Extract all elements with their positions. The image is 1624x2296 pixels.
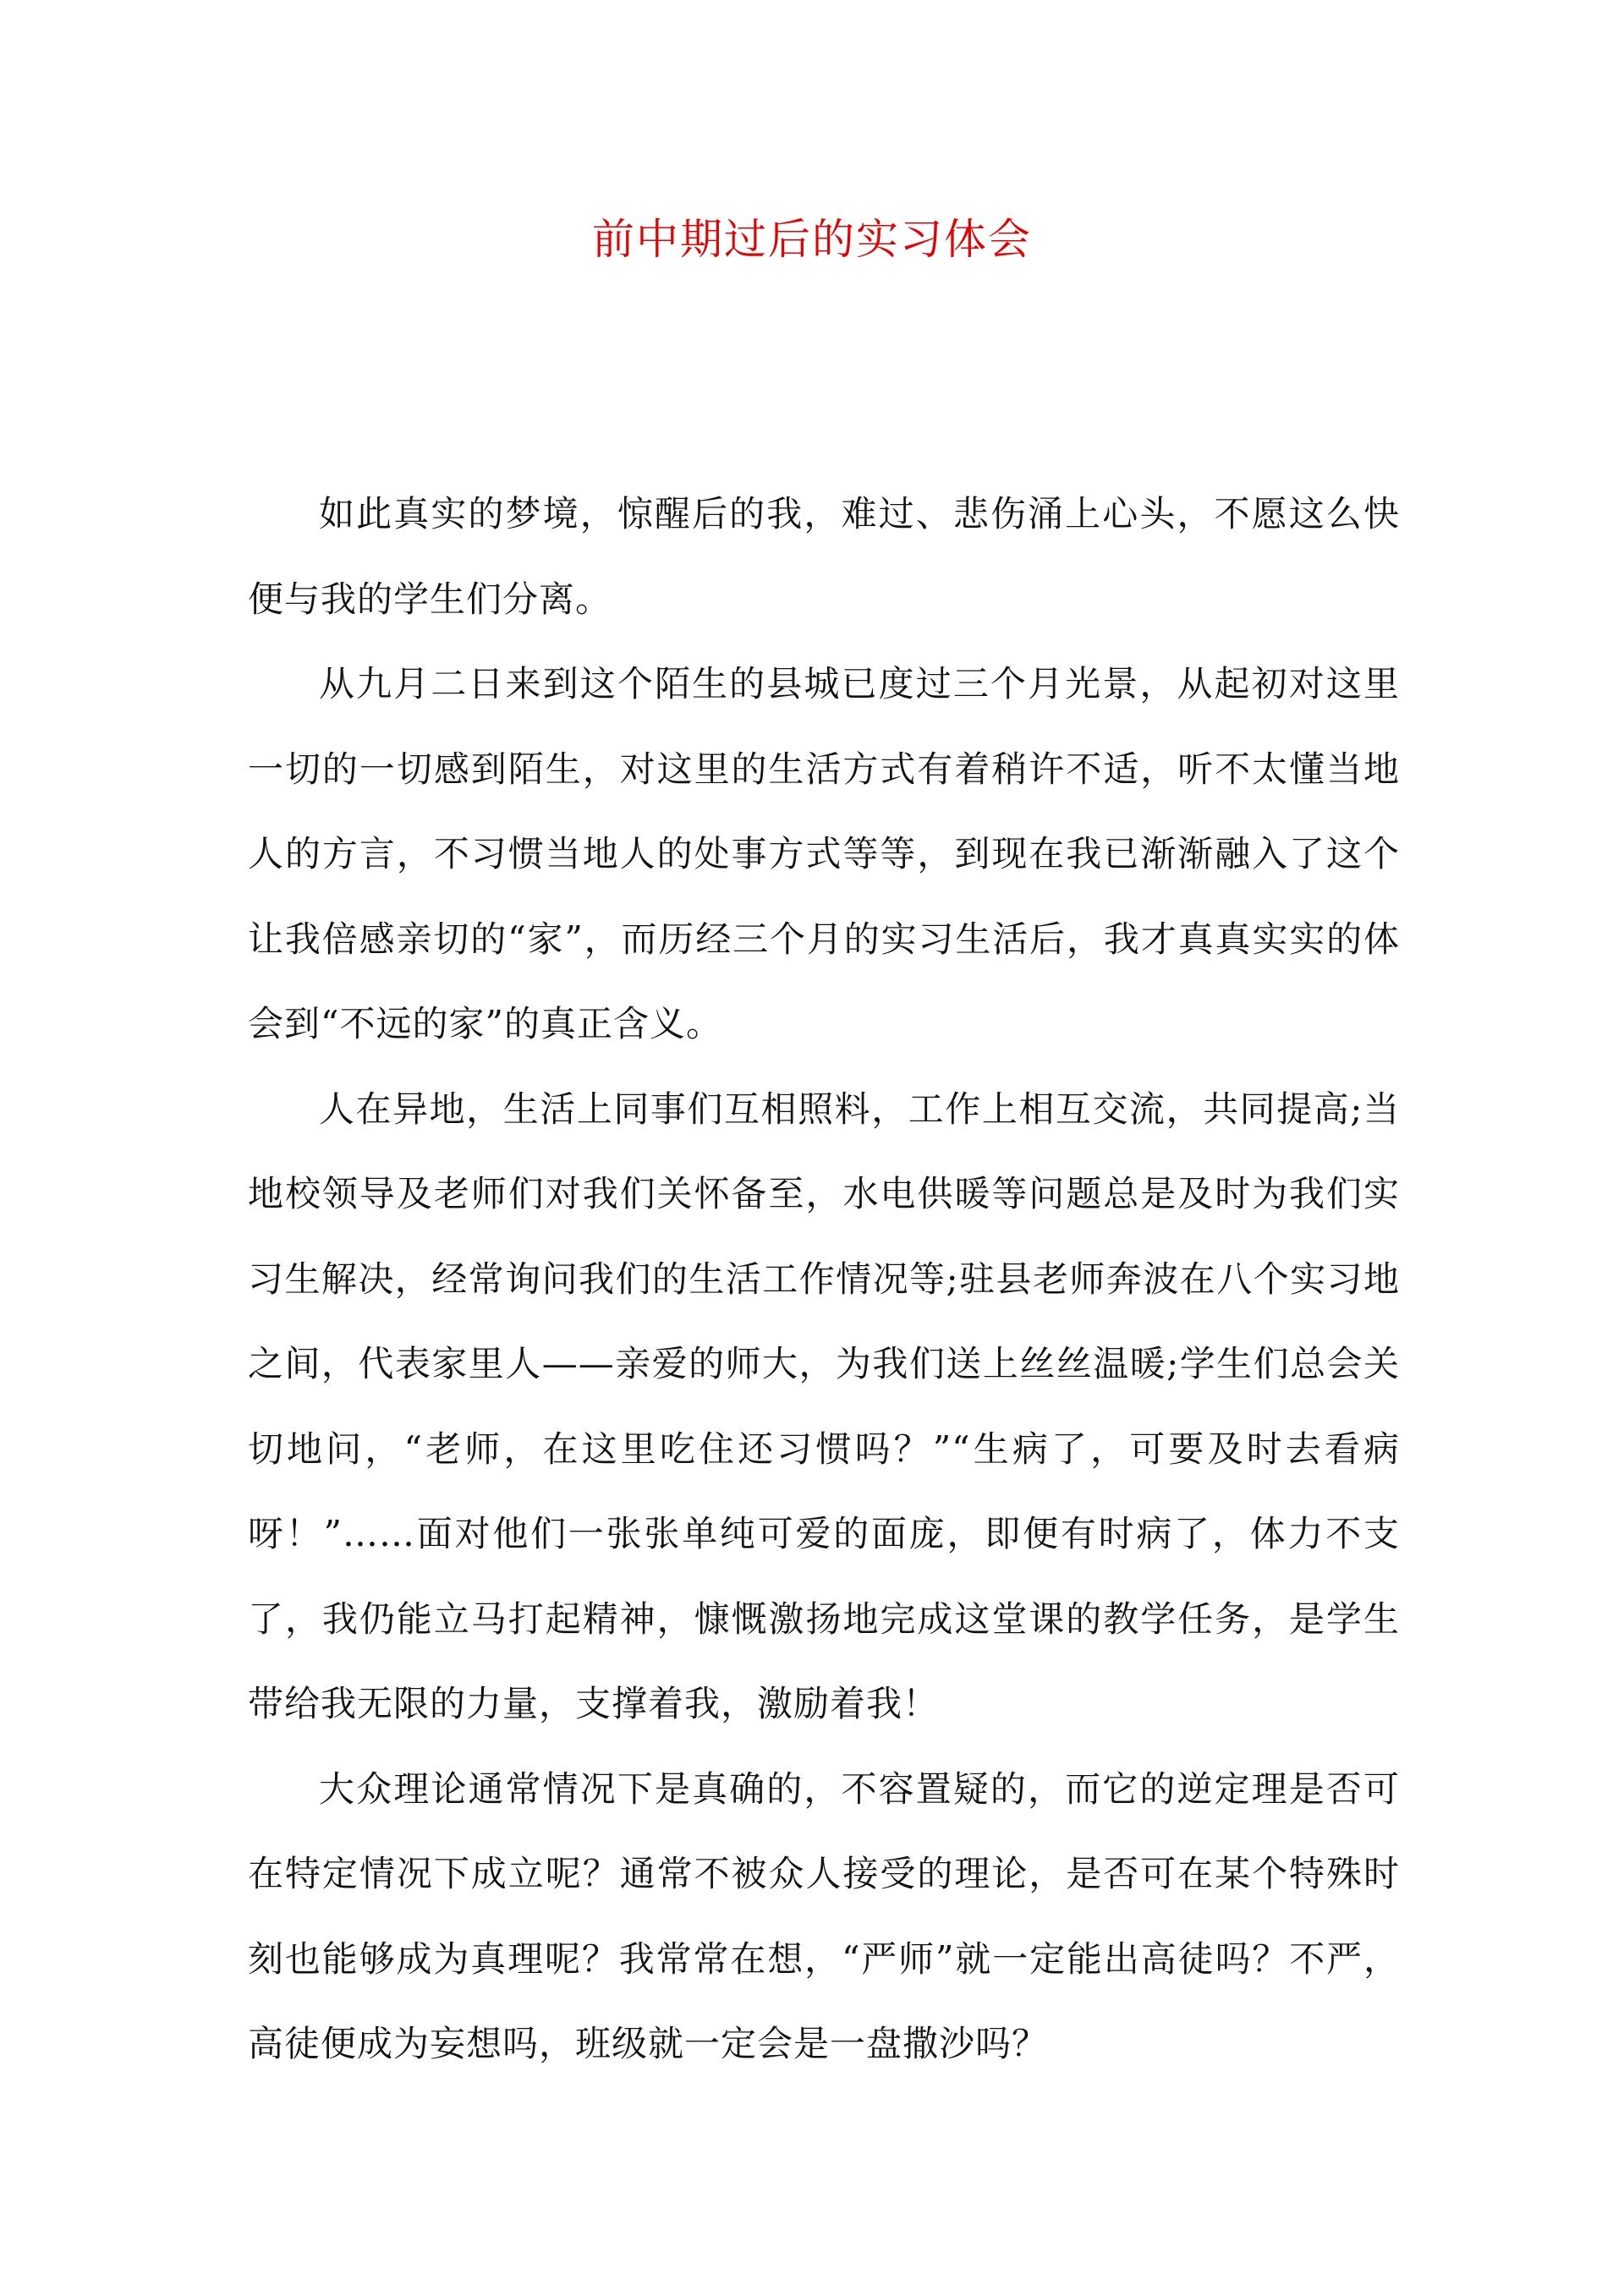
- paragraph-2: 从九月二日来到这个陌生的县城已度过三个月光景，从起初对这里一切的一切感到陌生，对这里的生活方式有着稍许不适，听不太懂当地人的方言，不习惯当地人的处事方式等等，到现在我已渐渐融入了这个让我倍感亲切的“家”，而历经三个月的实习生活后，我才真真实实的体会到“不远的家”的真正含义。: [248, 663, 1400, 1044]
- document-body: [248, 472, 1400, 2087]
- paragraph-1: 如此真实的梦境，惊醒后的我，难过、悲伤涌上心头，不愿这么快便与我的学生们分离。: [248, 493, 1400, 620]
- document-title: 前中期过后的实习体会: [592, 215, 1032, 264]
- paragraph-4: 大众理论通常情况下是真确的，不容置疑的，而它的逆定理是否可在特定情况下成立呢？通常不被众人接受的理论，是否可在某个特殊时刻也能够成为真理呢？我常常在想，“严师”就一定能出高徒吗？不严，高徒便成为妄想吗，班级就一定会是一盘撒沙吗？: [248, 1767, 1400, 2064]
- paragraph-3: 人在异地，生活上同事们互相照料，工作上相互交流，共同提高;当地校领导及老师们对我们关怀备至，水电供暖等问题总是及时为我们实习生解决，经常询问我们的生活工作情况等;驻县老师奔波在八个实习地之间，代表家里人——亲爱的师大，为我们送上丝丝温暖;学生们总会关切地问，“老师，在这里吃住还习惯吗？”“生病了，可要及时去看病呀！”……面对他们一张张单纯可爱的面庞，即便有时病了，体力不支了，我仍能立马打起精神，慷慨激扬地完成这堂课的教学任务，是学生带给我无限的力量，支撑着我，激励着我！: [248, 1088, 1400, 1724]
